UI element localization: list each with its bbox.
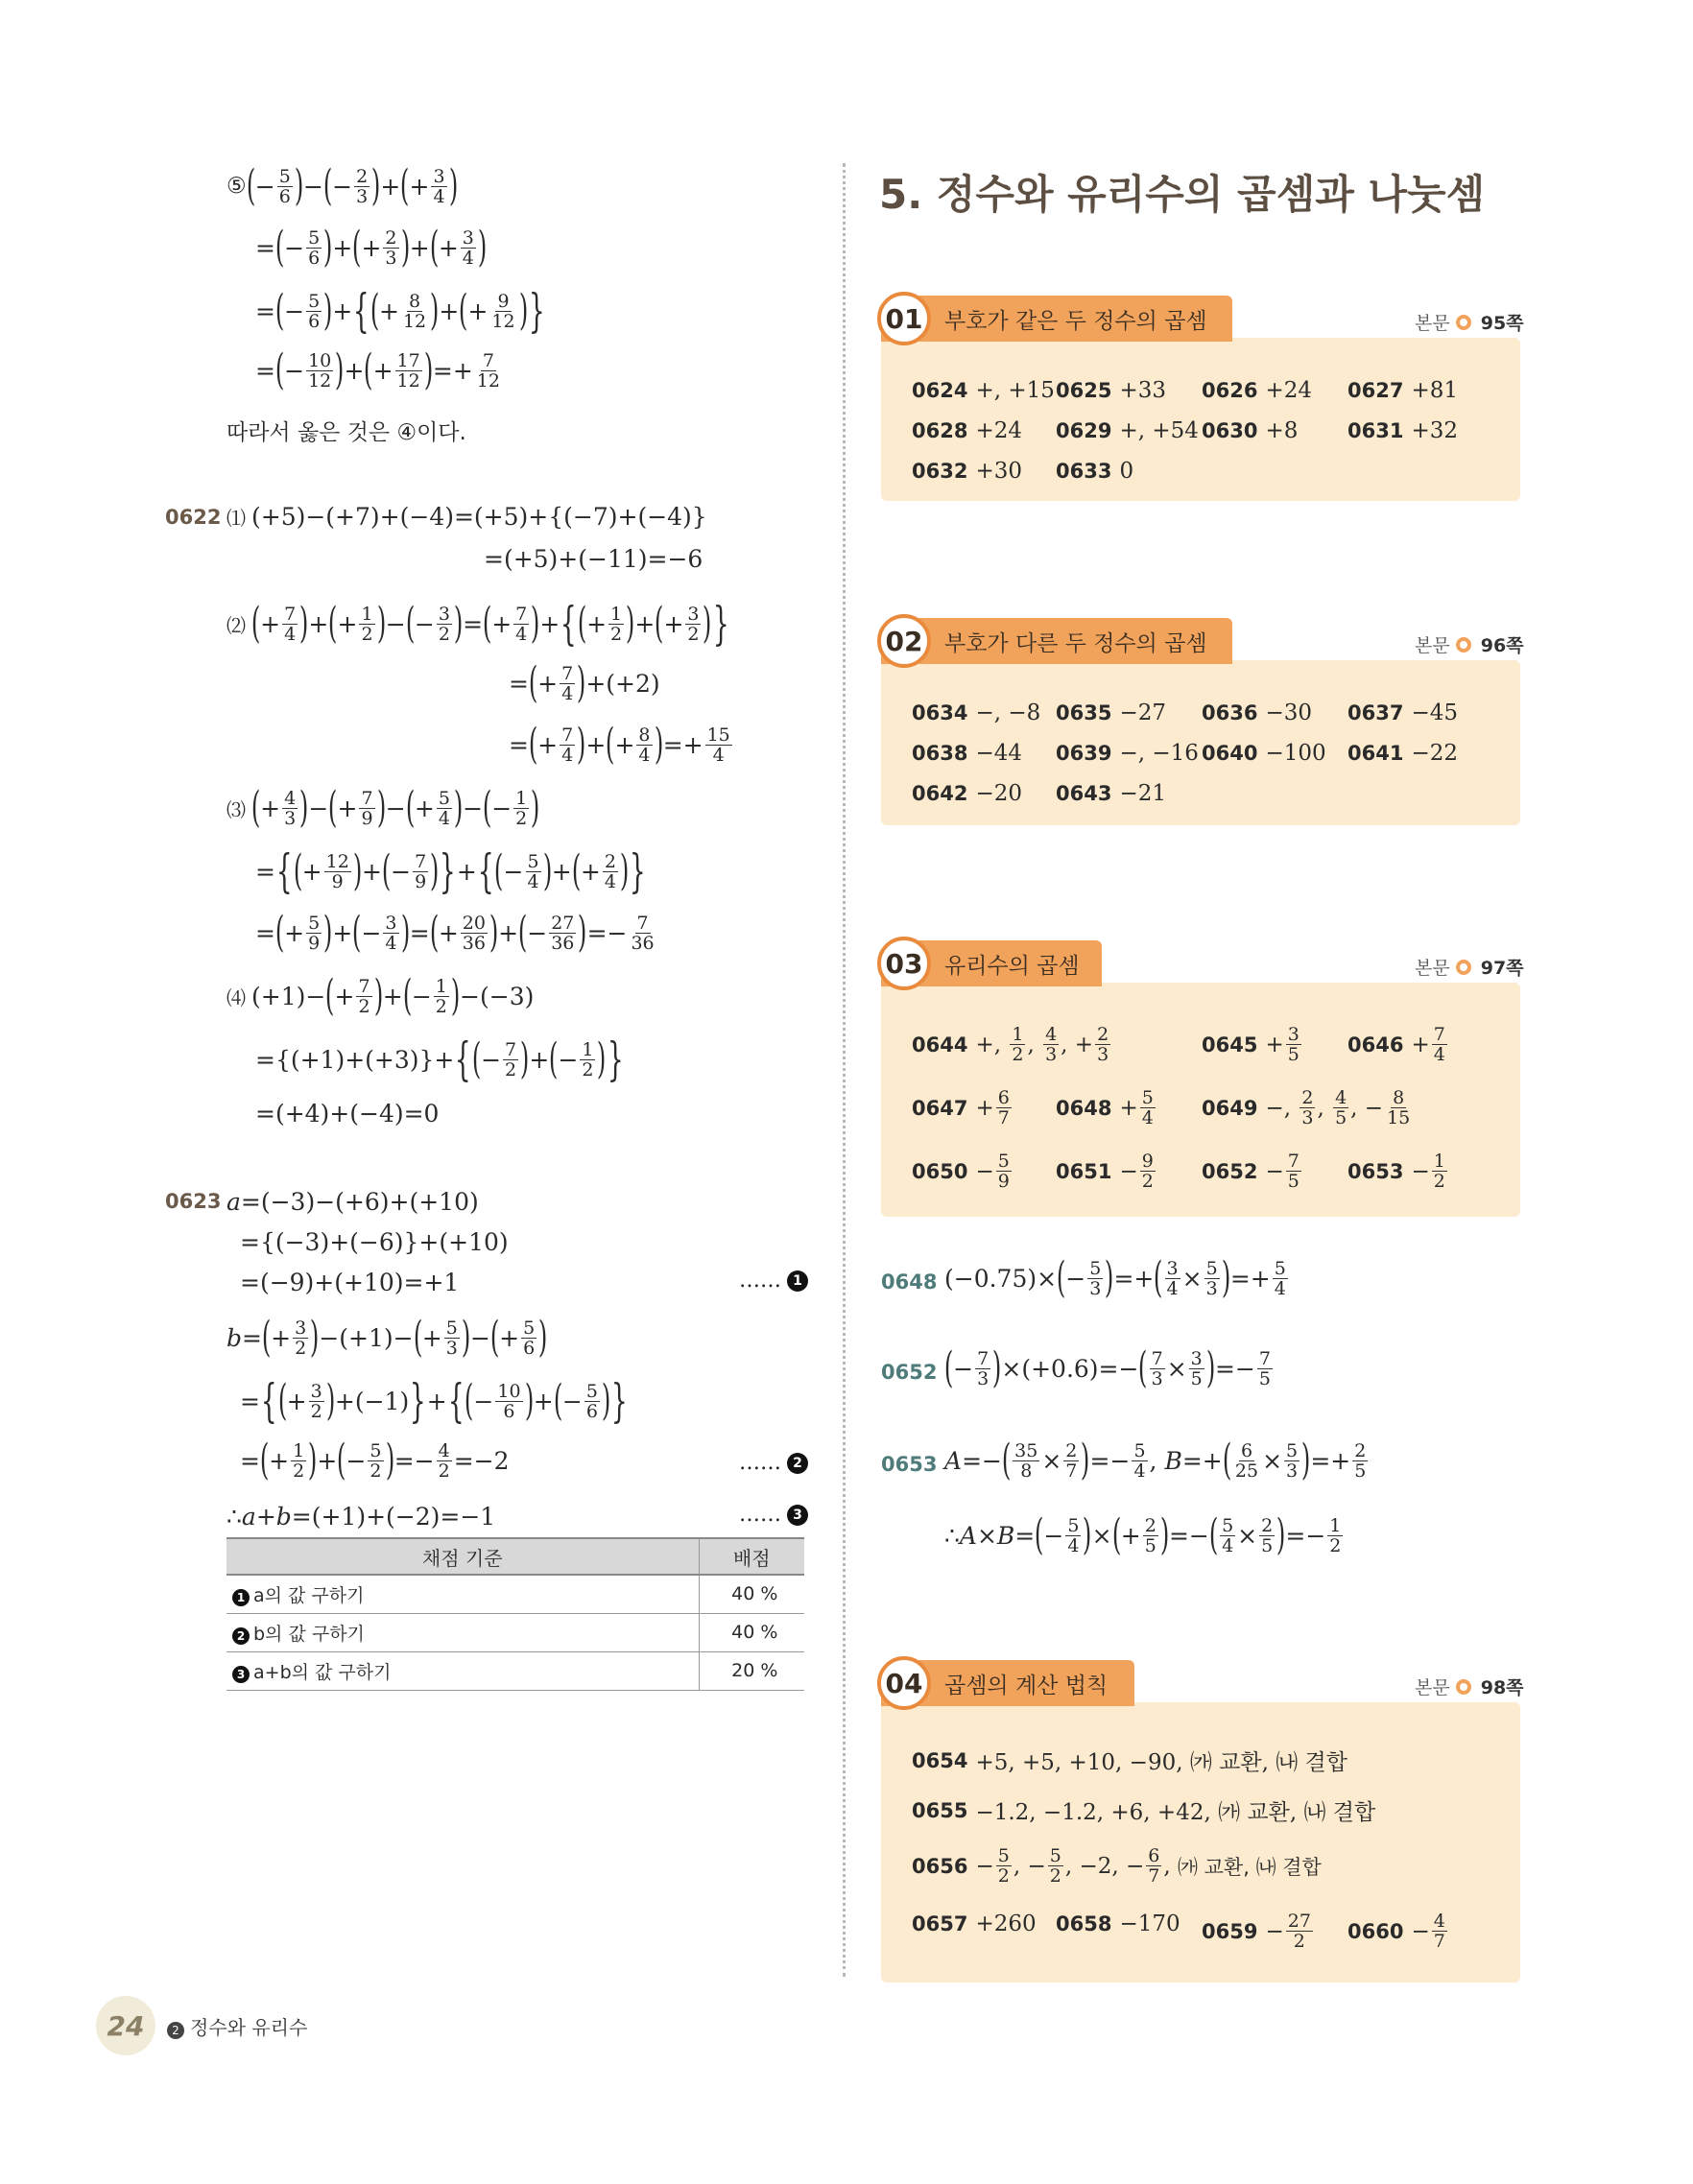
answer: 0635 −27 (1056, 700, 1166, 725)
step3-marker: …… 3 (739, 1503, 808, 1527)
q5-line3: = ( − 5 6 ) + { ( + 8 12 ) + ( + 9 12 ) } (255, 284, 545, 338)
p0622-1-line2: =(+5)+(−11)=−6 (484, 545, 703, 573)
score-points: 20 % (699, 1651, 804, 1690)
page-number: 24 (96, 1996, 155, 2055)
sub-label-2: ⑵ (227, 613, 246, 637)
page-reference: 본문 97쪽 (1415, 958, 1524, 979)
answer: 0655 −1.2, −1.2, +6, +42, ㈎ 교환, ㈏ 결합 (912, 1798, 1376, 1825)
answer: 0654 +5, +5, +10, −90, ㈎ 교환, ㈏ 결합 (912, 1748, 1347, 1775)
answer: 0649 −, 2 3 , 4 5 , − 8 15 (1202, 1087, 1411, 1128)
p0622-2-line3: = ( + 7 4 ) + ( + 8 4 ) =+ 15 4 (509, 720, 730, 769)
p0623-line3: =(−9)+(+10)=+1 (240, 1269, 460, 1296)
answer: 0660 − 4 7 (1347, 1911, 1445, 1952)
section-tab-02 (881, 618, 1232, 664)
solution-id-0653: 0653 (881, 1453, 938, 1476)
p0622-3-line1: ⑶ ( + 4 3 ) − ( + 7 9 ) − ( + 5 4 ) − ( − 1 2 ) (227, 783, 540, 832)
answer: 0630 +8 (1202, 418, 1299, 443)
answer: 0659 − 27 2 (1202, 1911, 1311, 1952)
p0622-3-line3: = ( + 5 9 ) + ( − 3 4 ) = ( + 20 36 ) + ( − 27 36 ) =− 7 36 (255, 908, 655, 957)
section-number: 04 (877, 1656, 931, 1710)
table-row: 3 a+b의 값 구하기 20 % (227, 1651, 804, 1690)
answer: 0656 − 5 2 , − 5 2 , −2, − 6 7 , ㈎ 교환, ㈏ 결합 (912, 1845, 1322, 1887)
answer: 0652 − 7 5 (1202, 1151, 1300, 1192)
circle-icon (1456, 1679, 1471, 1695)
problem-id-0622: 0622 (165, 506, 222, 529)
solution-id-0648: 0648 (881, 1270, 938, 1294)
page-reference: 본문 96쪽 (1415, 635, 1524, 656)
score-header-points: 배점 (699, 1538, 804, 1575)
step1-marker: …… 1 (739, 1269, 808, 1293)
answer: 0632 +30 (912, 459, 1022, 484)
answer: 0629 +, +54 (1056, 418, 1199, 443)
p0623-line1: a =(−3)−(+6)+(+10) (227, 1188, 479, 1216)
solution-0653-line2: ∴ A × B = ( − 5 4 ) × ( + 2 5 ) =− ( 5 4 × 2 5 ) =− 1 2 (944, 1510, 1342, 1559)
answer: 0634 −, −8 (912, 700, 1041, 725)
page-reference: 본문 95쪽 (1415, 313, 1524, 334)
step2-marker: …… 2 (739, 1451, 808, 1475)
answer: 0647 + 6 7 (912, 1087, 1010, 1128)
p0622-4-line2: ={(+1)+(+3)}+ { ( − 7 2 ) + ( − 1 2 ) } (255, 1033, 624, 1086)
answer: 0645 + 3 5 (1202, 1024, 1300, 1065)
answer: 0639 −, −16 (1056, 741, 1199, 766)
answer: 0646 + 7 4 (1347, 1024, 1445, 1065)
answer: 0625 +33 (1056, 378, 1166, 403)
answer: 0627 +81 (1347, 378, 1458, 403)
section-tab-04 (881, 1660, 1134, 1706)
section-heading: 부호가 같은 두 정수의 곱셈 (944, 308, 1207, 334)
solution-0652: ( − 7 3 ) ×(+0.6)=− ( 7 3 × 3 5 ) =− 7 5 (943, 1343, 1271, 1392)
section-title: 5. 정수와 유리수의 곱셈과 나눗셈 (879, 171, 1486, 218)
p0623-line5: = { ( + 3 2 ) +(−1) } + { ( − 10 6 ) + ( − 5 6 ) } (240, 1374, 628, 1428)
scoring-table (227, 1537, 804, 1691)
answer: 0657 +260 (912, 1911, 1037, 1936)
q5-conclusion: 따라서 옳은 것은 ④이다. (227, 420, 466, 445)
sub-label-3: ⑶ (227, 797, 246, 821)
answer: 0631 +32 (1347, 418, 1458, 443)
circle-icon (1456, 637, 1471, 653)
q5-label: ⑤ (227, 174, 247, 199)
sub-label-1: ⑴ (227, 507, 246, 530)
answer: 0636 −30 (1202, 700, 1312, 725)
p0622-4-line3: =(+4)+(−4)=0 (255, 1100, 440, 1128)
section-number: 03 (877, 937, 931, 990)
p0622-2-line2: = ( + 7 4 ) +(+2) (509, 658, 660, 707)
solution-id-0652: 0652 (881, 1361, 938, 1384)
answer: 0640 −100 (1202, 741, 1326, 766)
sub-label-4: ⑷ (227, 985, 246, 1009)
score-criteria: a의 값 구하기 (253, 1584, 365, 1606)
page-footer (96, 1996, 307, 2055)
page-reference: 본문 98쪽 (1415, 1677, 1524, 1698)
table-row: 1 a의 값 구하기 40 % (227, 1575, 804, 1613)
p0623-line2: ={(−3)+(−6)}+(+10) (240, 1228, 509, 1256)
column-divider (843, 163, 846, 1977)
answer: 0638 −44 (912, 741, 1022, 766)
score-criteria: b의 값 구하기 (253, 1623, 365, 1645)
q5-line2: = ( − 5 6 ) + ( + 2 3 ) + ( + 3 4 ) (255, 223, 488, 272)
answer: 0644 +, 1 2 , 4 3 , + 2 3 (912, 1024, 1109, 1065)
answer: 0641 −22 (1347, 741, 1458, 766)
problem-id-0623: 0623 (165, 1190, 222, 1213)
answer: 0642 −20 (912, 781, 1022, 806)
chapter-label: 2 정수와 유리수 (167, 2012, 307, 2040)
p0622-2-line1: ⑵ ( + 7 4 ) + ( + 1 2 ) − ( − 3 2 ) = ( + 7 4 ) + { ( + 1 2 ) + ( + 3 2 ) } (227, 597, 729, 651)
q5-line4: = ( − 10 12 ) + ( + 17 12 ) =+ 7 12 (255, 345, 500, 394)
solution-0653-line1: A =− ( 35 8 × 2 7 ) =− 5 4 , B =+ ( 6 25 × 5 3 ) =+ 2 5 (944, 1436, 1367, 1484)
q5-line1: ⑤ ( − 5 6 ) − ( − 2 3 ) + ( + 3 4 ) (227, 161, 458, 210)
answer: 0648 + 5 4 (1056, 1087, 1154, 1128)
circle-icon (1456, 960, 1471, 975)
section-tab-03 (881, 940, 1102, 986)
section-heading: 곱셈의 계산 법칙 (944, 1673, 1109, 1698)
score-criteria: a+b의 값 구하기 (253, 1661, 392, 1683)
answer: 0626 +24 (1202, 378, 1312, 403)
section-heading: 유리수의 곱셈 (944, 953, 1080, 979)
answer: 0653 − 1 2 (1347, 1151, 1445, 1192)
answer: 0624 +, +15 (912, 378, 1055, 403)
answer: 0643 −21 (1056, 781, 1166, 806)
section-tab-01 (881, 296, 1232, 342)
circle-icon (1456, 315, 1471, 330)
answer: 0650 − 5 9 (912, 1151, 1010, 1192)
table-row: 2 b의 값 구하기 40 % (227, 1613, 804, 1651)
score-header-criteria: 채점 기준 (227, 1538, 699, 1575)
section-number: 02 (877, 614, 931, 668)
answer: 0651 − 9 2 (1056, 1151, 1154, 1192)
answer: 0628 +24 (912, 418, 1022, 443)
p0622-3-line2: = { ( + 12 9 ) + ( − 7 9 ) } + { ( − 5 4 ) + ( + 2 4 ) } (255, 844, 646, 898)
score-points: 40 % (699, 1613, 804, 1651)
p0623-line6: = ( + 1 2 ) + ( − 5 2 ) =− 4 2 =−2 (240, 1436, 510, 1484)
solution-0648: (−0.75)× ( − 5 3 ) =+ ( 3 4 × 5 3 ) =+ 5 4 (944, 1253, 1286, 1302)
section-heading: 부호가 다른 두 정수의 곱셈 (944, 630, 1207, 656)
p0622-4-line1: ⑷ (+1)− ( + 7 2 ) + ( − 1 2 ) −(−3) (227, 971, 535, 1020)
p0623-line7: ∴ a + b =(+1)+(−2)=−1 (227, 1503, 496, 1531)
p0622-1-line1: ⑴ (+5)−(+7)+(−4)=(+5)+{(−7)+(−4)} (227, 503, 707, 531)
answer: 0658 −170 (1056, 1911, 1180, 1936)
p0623-line4: b = ( + 3 2 ) −(+1)− ( + 5 3 ) − ( + 5 6 ) (227, 1313, 548, 1362)
score-points: 40 % (699, 1575, 804, 1613)
answer: 0633 0 (1056, 459, 1134, 484)
section-number: 01 (877, 292, 931, 345)
answer: 0637 −45 (1347, 700, 1458, 725)
